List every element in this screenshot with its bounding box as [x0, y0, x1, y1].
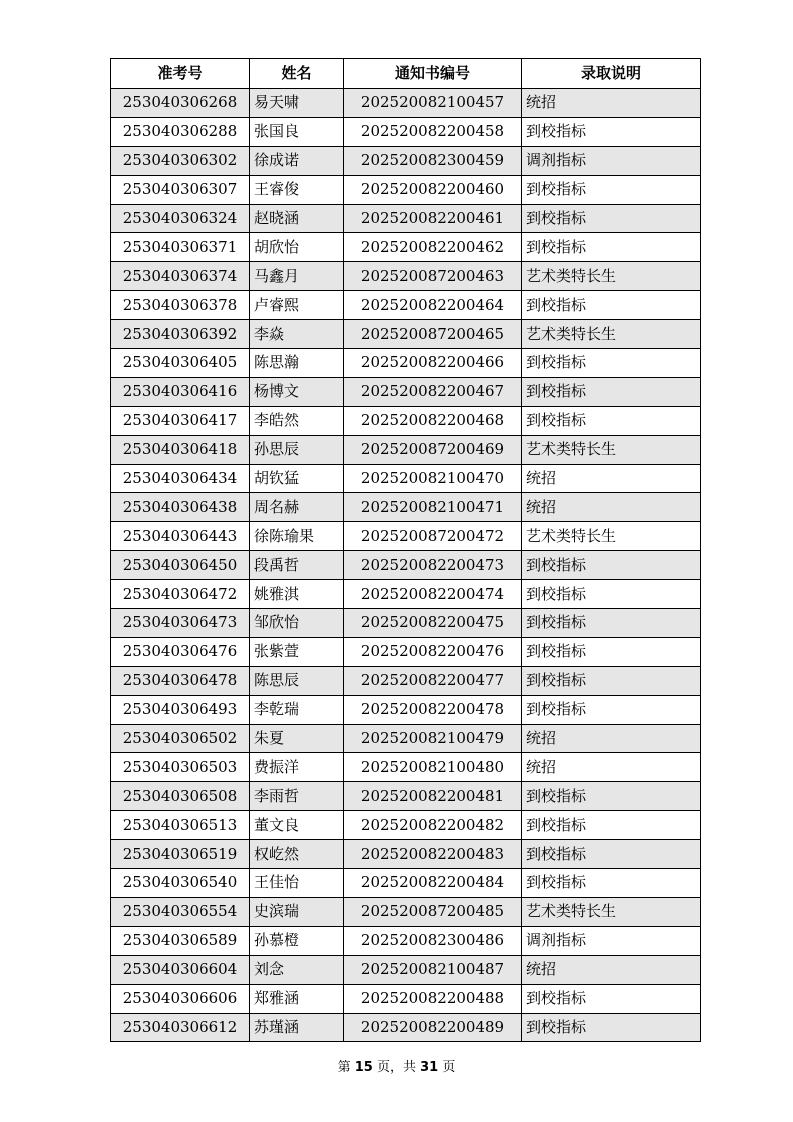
cell-exam-number: 253040306589 — [111, 926, 250, 955]
cell-name: 李皓然 — [250, 406, 344, 435]
cell-admission-note: 到校指标 — [522, 609, 701, 638]
cell-name: 权屹然 — [250, 840, 344, 869]
table-row — [111, 320, 701, 349]
cell-admission-note: 到校指标 — [522, 580, 701, 609]
cell-admission-note: 艺术类特长生 — [522, 897, 701, 926]
cell-admission-note: 统招 — [522, 464, 701, 493]
table-row — [111, 869, 701, 898]
table-row — [111, 984, 701, 1013]
cell-notice-number: 202520082200476 — [344, 637, 522, 666]
table-body — [111, 89, 701, 1042]
cell-admission-note: 到校指标 — [522, 117, 701, 146]
cell-name: 孙慕橙 — [250, 926, 344, 955]
table-row — [111, 724, 701, 753]
cell-admission-note: 艺术类特长生 — [522, 320, 701, 349]
cell-admission-note: 到校指标 — [522, 782, 701, 811]
cell-admission-note: 到校指标 — [522, 811, 701, 840]
table-row — [111, 551, 701, 580]
cell-exam-number: 253040306416 — [111, 377, 250, 406]
cell-notice-number: 202520082200468 — [344, 406, 522, 435]
cell-exam-number: 253040306604 — [111, 955, 250, 984]
cell-name: 孙思辰 — [250, 435, 344, 464]
cell-notice-number: 202520082200482 — [344, 811, 522, 840]
cell-notice-number: 202520082100480 — [344, 753, 522, 782]
table-row — [111, 493, 701, 522]
table-row — [111, 811, 701, 840]
table-row — [111, 522, 701, 551]
cell-admission-note: 统招 — [522, 724, 701, 753]
cell-notice-number: 202520087200465 — [344, 320, 522, 349]
cell-name: 胡钦猛 — [250, 464, 344, 493]
cell-admission-note: 艺术类特长生 — [522, 522, 701, 551]
cell-name: 郑雅涵 — [250, 984, 344, 1013]
footer-current-page: 15 — [354, 1060, 373, 1075]
cell-notice-number: 202520082200466 — [344, 349, 522, 378]
cell-name: 马鑫月 — [250, 262, 344, 291]
cell-exam-number: 253040306374 — [111, 262, 250, 291]
cell-notice-number: 202520087200472 — [344, 522, 522, 551]
cell-name: 王佳怡 — [250, 869, 344, 898]
cell-notice-number: 202520082200474 — [344, 580, 522, 609]
cell-name: 陈思辰 — [250, 666, 344, 695]
cell-exam-number: 253040306472 — [111, 580, 250, 609]
table-row — [111, 377, 701, 406]
header-admission-note: 录取说明 — [522, 59, 701, 89]
footer-prefix: 第 — [337, 1060, 351, 1075]
cell-exam-number: 253040306519 — [111, 840, 250, 869]
cell-notice-number: 202520082200489 — [344, 1013, 522, 1042]
cell-admission-note: 调剂指标 — [522, 926, 701, 955]
header-notice-number: 通知书编号 — [344, 59, 522, 89]
cell-exam-number: 253040306405 — [111, 349, 250, 378]
cell-admission-note: 到校指标 — [522, 1013, 701, 1042]
footer-total-pages: 31 — [420, 1060, 439, 1075]
cell-notice-number: 202520082200481 — [344, 782, 522, 811]
cell-name: 杨博文 — [250, 377, 344, 406]
cell-notice-number: 202520082200483 — [344, 840, 522, 869]
cell-admission-note: 到校指标 — [522, 377, 701, 406]
cell-name: 周名赫 — [250, 493, 344, 522]
cell-notice-number: 202520082200464 — [344, 291, 522, 320]
cell-exam-number: 253040306502 — [111, 724, 250, 753]
cell-exam-number: 253040306417 — [111, 406, 250, 435]
cell-notice-number: 202520082200461 — [344, 204, 522, 233]
cell-admission-note: 到校指标 — [522, 175, 701, 204]
cell-notice-number: 202520082200467 — [344, 377, 522, 406]
cell-exam-number: 253040306606 — [111, 984, 250, 1013]
cell-name: 段禹哲 — [250, 551, 344, 580]
table-row — [111, 464, 701, 493]
cell-name: 苏瑾涵 — [250, 1013, 344, 1042]
cell-name: 董文良 — [250, 811, 344, 840]
table-row — [111, 349, 701, 378]
cell-exam-number: 253040306503 — [111, 753, 250, 782]
cell-notice-number: 202520087200469 — [344, 435, 522, 464]
table-row — [111, 1013, 701, 1042]
table-row — [111, 117, 701, 146]
cell-admission-note: 到校指标 — [522, 840, 701, 869]
cell-exam-number: 253040306554 — [111, 897, 250, 926]
table-row — [111, 926, 701, 955]
table-row — [111, 637, 701, 666]
cell-exam-number: 253040306434 — [111, 464, 250, 493]
table-row — [111, 609, 701, 638]
cell-name: 刘念 — [250, 955, 344, 984]
cell-exam-number: 253040306443 — [111, 522, 250, 551]
cell-name: 徐成诺 — [250, 146, 344, 175]
table-row — [111, 262, 701, 291]
cell-notice-number: 202520082100457 — [344, 89, 522, 118]
cell-exam-number: 253040306438 — [111, 493, 250, 522]
table-row — [111, 580, 701, 609]
cell-name: 胡欣怡 — [250, 233, 344, 262]
cell-admission-note: 到校指标 — [522, 666, 701, 695]
cell-exam-number: 253040306307 — [111, 175, 250, 204]
header-exam-number: 准考号 — [111, 59, 250, 89]
cell-notice-number: 202520082300486 — [344, 926, 522, 955]
cell-notice-number: 202520082200484 — [344, 869, 522, 898]
cell-admission-note: 调剂指标 — [522, 146, 701, 175]
cell-name: 王睿俊 — [250, 175, 344, 204]
cell-name: 徐陈瑜果 — [250, 522, 344, 551]
cell-exam-number: 253040306478 — [111, 666, 250, 695]
cell-admission-note: 到校指标 — [522, 406, 701, 435]
cell-notice-number: 202520082100479 — [344, 724, 522, 753]
table-row — [111, 146, 701, 175]
cell-name: 费振洋 — [250, 753, 344, 782]
cell-exam-number: 253040306288 — [111, 117, 250, 146]
cell-admission-note: 到校指标 — [522, 204, 701, 233]
cell-notice-number: 202520082200478 — [344, 695, 522, 724]
cell-notice-number: 202520082200488 — [344, 984, 522, 1013]
cell-admission-note: 到校指标 — [522, 349, 701, 378]
table-row — [111, 955, 701, 984]
cell-admission-note: 艺术类特长生 — [522, 435, 701, 464]
cell-notice-number: 202520082300459 — [344, 146, 522, 175]
cell-admission-note: 统招 — [522, 955, 701, 984]
cell-name: 朱夏 — [250, 724, 344, 753]
table-row — [111, 406, 701, 435]
table-row — [111, 840, 701, 869]
cell-exam-number: 253040306508 — [111, 782, 250, 811]
cell-notice-number: 202520082100471 — [344, 493, 522, 522]
cell-name: 邹欣怡 — [250, 609, 344, 638]
cell-exam-number: 253040306513 — [111, 811, 250, 840]
cell-name: 易天啸 — [250, 89, 344, 118]
table-row — [111, 233, 701, 262]
cell-exam-number: 253040306473 — [111, 609, 250, 638]
cell-admission-note: 到校指标 — [522, 637, 701, 666]
cell-exam-number: 253040306378 — [111, 291, 250, 320]
cell-admission-note: 到校指标 — [522, 291, 701, 320]
cell-name: 姚雅淇 — [250, 580, 344, 609]
cell-exam-number: 253040306612 — [111, 1013, 250, 1042]
header-name: 姓名 — [250, 59, 344, 89]
cell-exam-number: 253040306302 — [111, 146, 250, 175]
table-row — [111, 204, 701, 233]
page-footer — [0, 1056, 793, 1075]
cell-exam-number: 253040306324 — [111, 204, 250, 233]
cell-admission-note: 到校指标 — [522, 695, 701, 724]
table-row — [111, 435, 701, 464]
cell-admission-note: 统招 — [522, 89, 701, 118]
cell-admission-note: 统招 — [522, 493, 701, 522]
cell-exam-number: 253040306268 — [111, 89, 250, 118]
cell-exam-number: 253040306450 — [111, 551, 250, 580]
table-header-row — [111, 59, 701, 89]
footer-middle: 页，共 — [376, 1060, 416, 1075]
cell-name: 张国良 — [250, 117, 344, 146]
cell-exam-number: 253040306371 — [111, 233, 250, 262]
table-row — [111, 666, 701, 695]
table-row — [111, 291, 701, 320]
cell-admission-note: 统招 — [522, 753, 701, 782]
cell-admission-note: 到校指标 — [522, 869, 701, 898]
cell-notice-number: 202520082100487 — [344, 955, 522, 984]
cell-exam-number: 253040306493 — [111, 695, 250, 724]
cell-notice-number: 202520082200462 — [344, 233, 522, 262]
cell-name: 卢睿熙 — [250, 291, 344, 320]
cell-name: 李焱 — [250, 320, 344, 349]
cell-name: 张紫萱 — [250, 637, 344, 666]
cell-name: 李乾瑞 — [250, 695, 344, 724]
cell-exam-number: 253040306392 — [111, 320, 250, 349]
cell-notice-number: 202520087200485 — [344, 897, 522, 926]
cell-exam-number: 253040306418 — [111, 435, 250, 464]
cell-admission-note: 艺术类特长生 — [522, 262, 701, 291]
cell-admission-note: 到校指标 — [522, 984, 701, 1013]
cell-notice-number: 202520082200475 — [344, 609, 522, 638]
cell-notice-number: 202520082200458 — [344, 117, 522, 146]
cell-admission-note: 到校指标 — [522, 551, 701, 580]
table-row — [111, 175, 701, 204]
cell-exam-number: 253040306540 — [111, 869, 250, 898]
cell-name: 陈思瀚 — [250, 349, 344, 378]
cell-exam-number: 253040306476 — [111, 637, 250, 666]
cell-name: 赵晓涵 — [250, 204, 344, 233]
cell-name: 李雨哲 — [250, 782, 344, 811]
cell-notice-number: 202520082200460 — [344, 175, 522, 204]
table-row — [111, 782, 701, 811]
table-row — [111, 695, 701, 724]
table-row — [111, 89, 701, 118]
cell-notice-number: 202520082200477 — [344, 666, 522, 695]
cell-notice-number: 202520087200463 — [344, 262, 522, 291]
table-row — [111, 897, 701, 926]
cell-name: 史滨瑞 — [250, 897, 344, 926]
cell-admission-note: 到校指标 — [522, 233, 701, 262]
footer-suffix: 页 — [442, 1060, 456, 1075]
admission-table — [110, 58, 701, 1042]
table-row — [111, 753, 701, 782]
cell-notice-number: 202520082200473 — [344, 551, 522, 580]
cell-notice-number: 202520082100470 — [344, 464, 522, 493]
